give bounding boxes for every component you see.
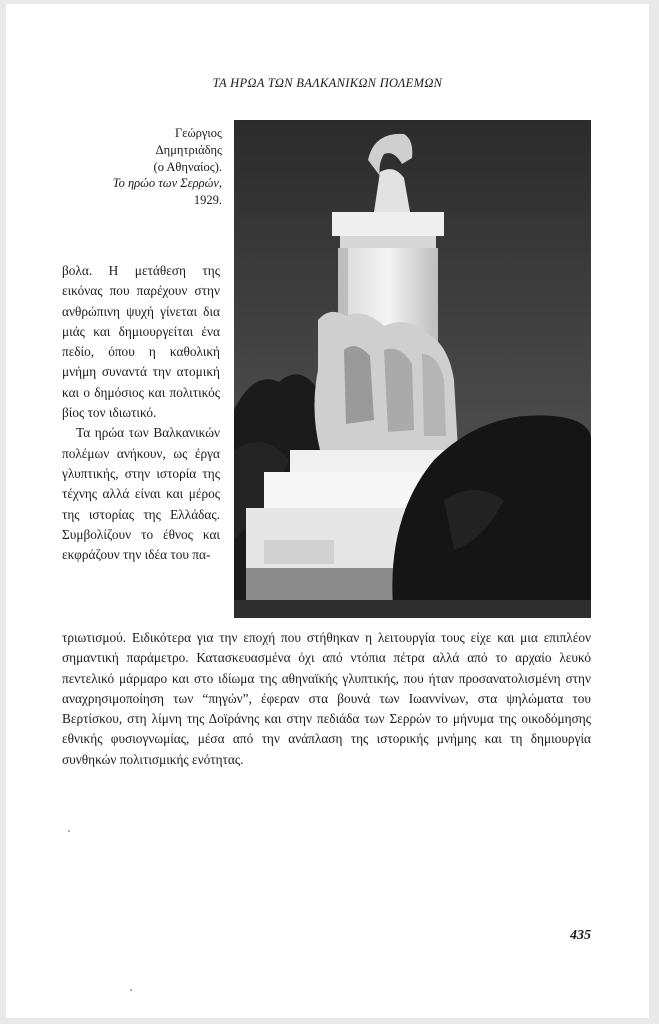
photo-caption <box>66 125 222 209</box>
caption-work-title: Το ηρώο των Σερρών, <box>112 176 222 191</box>
monument-photo-illustration <box>234 120 591 618</box>
caption-year: 1929. <box>193 193 222 208</box>
caption-author-first: Γεώργιος <box>174 126 222 140</box>
paragraph-2: Τα ηρώα των Βαλκανικών πολέμων ανήκουν, ως έργα γλυπτικής, στην ιστορία της τέχνης αλλά είναι και μέρος της ιστορίας της Ελλάδας. Συμβολίζουν το έθνος και εκφράζουν την ιδέα του πα- <box>62 425 220 563</box>
paper-speck <box>68 830 70 832</box>
paper-speck <box>130 989 132 991</box>
caption-author-last: Δημητριάδης <box>155 142 222 157</box>
column-text <box>62 261 220 565</box>
caption-author-note: (ο Αθηναίος). <box>153 159 222 174</box>
paragraph-1: βολα. Η μετάθεση της εικόνας που παρέχουν στην ανθρώπινη ψυχή γίνεται δια μιάς και δημιουργείται ένα πεδίο, όπου η καθολική μνήμη συναντά την ατομική και ο δημόσιος και πολιτικός βίος τον ιδιωτικό. <box>62 263 220 421</box>
monument-photo <box>234 120 591 618</box>
book-page <box>6 4 649 1018</box>
running-head: ΤΑ ΗΡΩΑ ΤΩΝ ΒΑΛΚΑΝΙΚΩΝ ΠΟΛΕΜΩΝ <box>212 76 443 90</box>
page-number: 435 <box>570 928 591 943</box>
full-width-text: τριωτισμού. Ειδικότερα για την εποχή που στήθηκαν η λειτουργία τους είχε και μια επιπλέον σημαντική παράμετρο. Κατασκευασμένα όχι από ντόπια πέτρα αλλά από το αρχαίο λευκό πεντελικό μάρμαρο και στο ιδίωμα της αθηναϊκής γλυπτικής, που ήταν προσανατολισμένη στην αναχρησιμοποίηση των “πηγών”, έφεραν στα βουνά των Ιωαννίνων, στα ψηλώματα του Βερτίσκου, στη λίμνη της Δοϊράνης και στην πεδιάδα των Σερρών το μήνυμα της οικοδόμησης εθνικής φυσιογνωμίας, μέσα από την ανάπλαση της ιστορικής μνήμης και τη δημιουργία συνθηκών πολιτισμικής ενότητας. <box>62 630 591 767</box>
